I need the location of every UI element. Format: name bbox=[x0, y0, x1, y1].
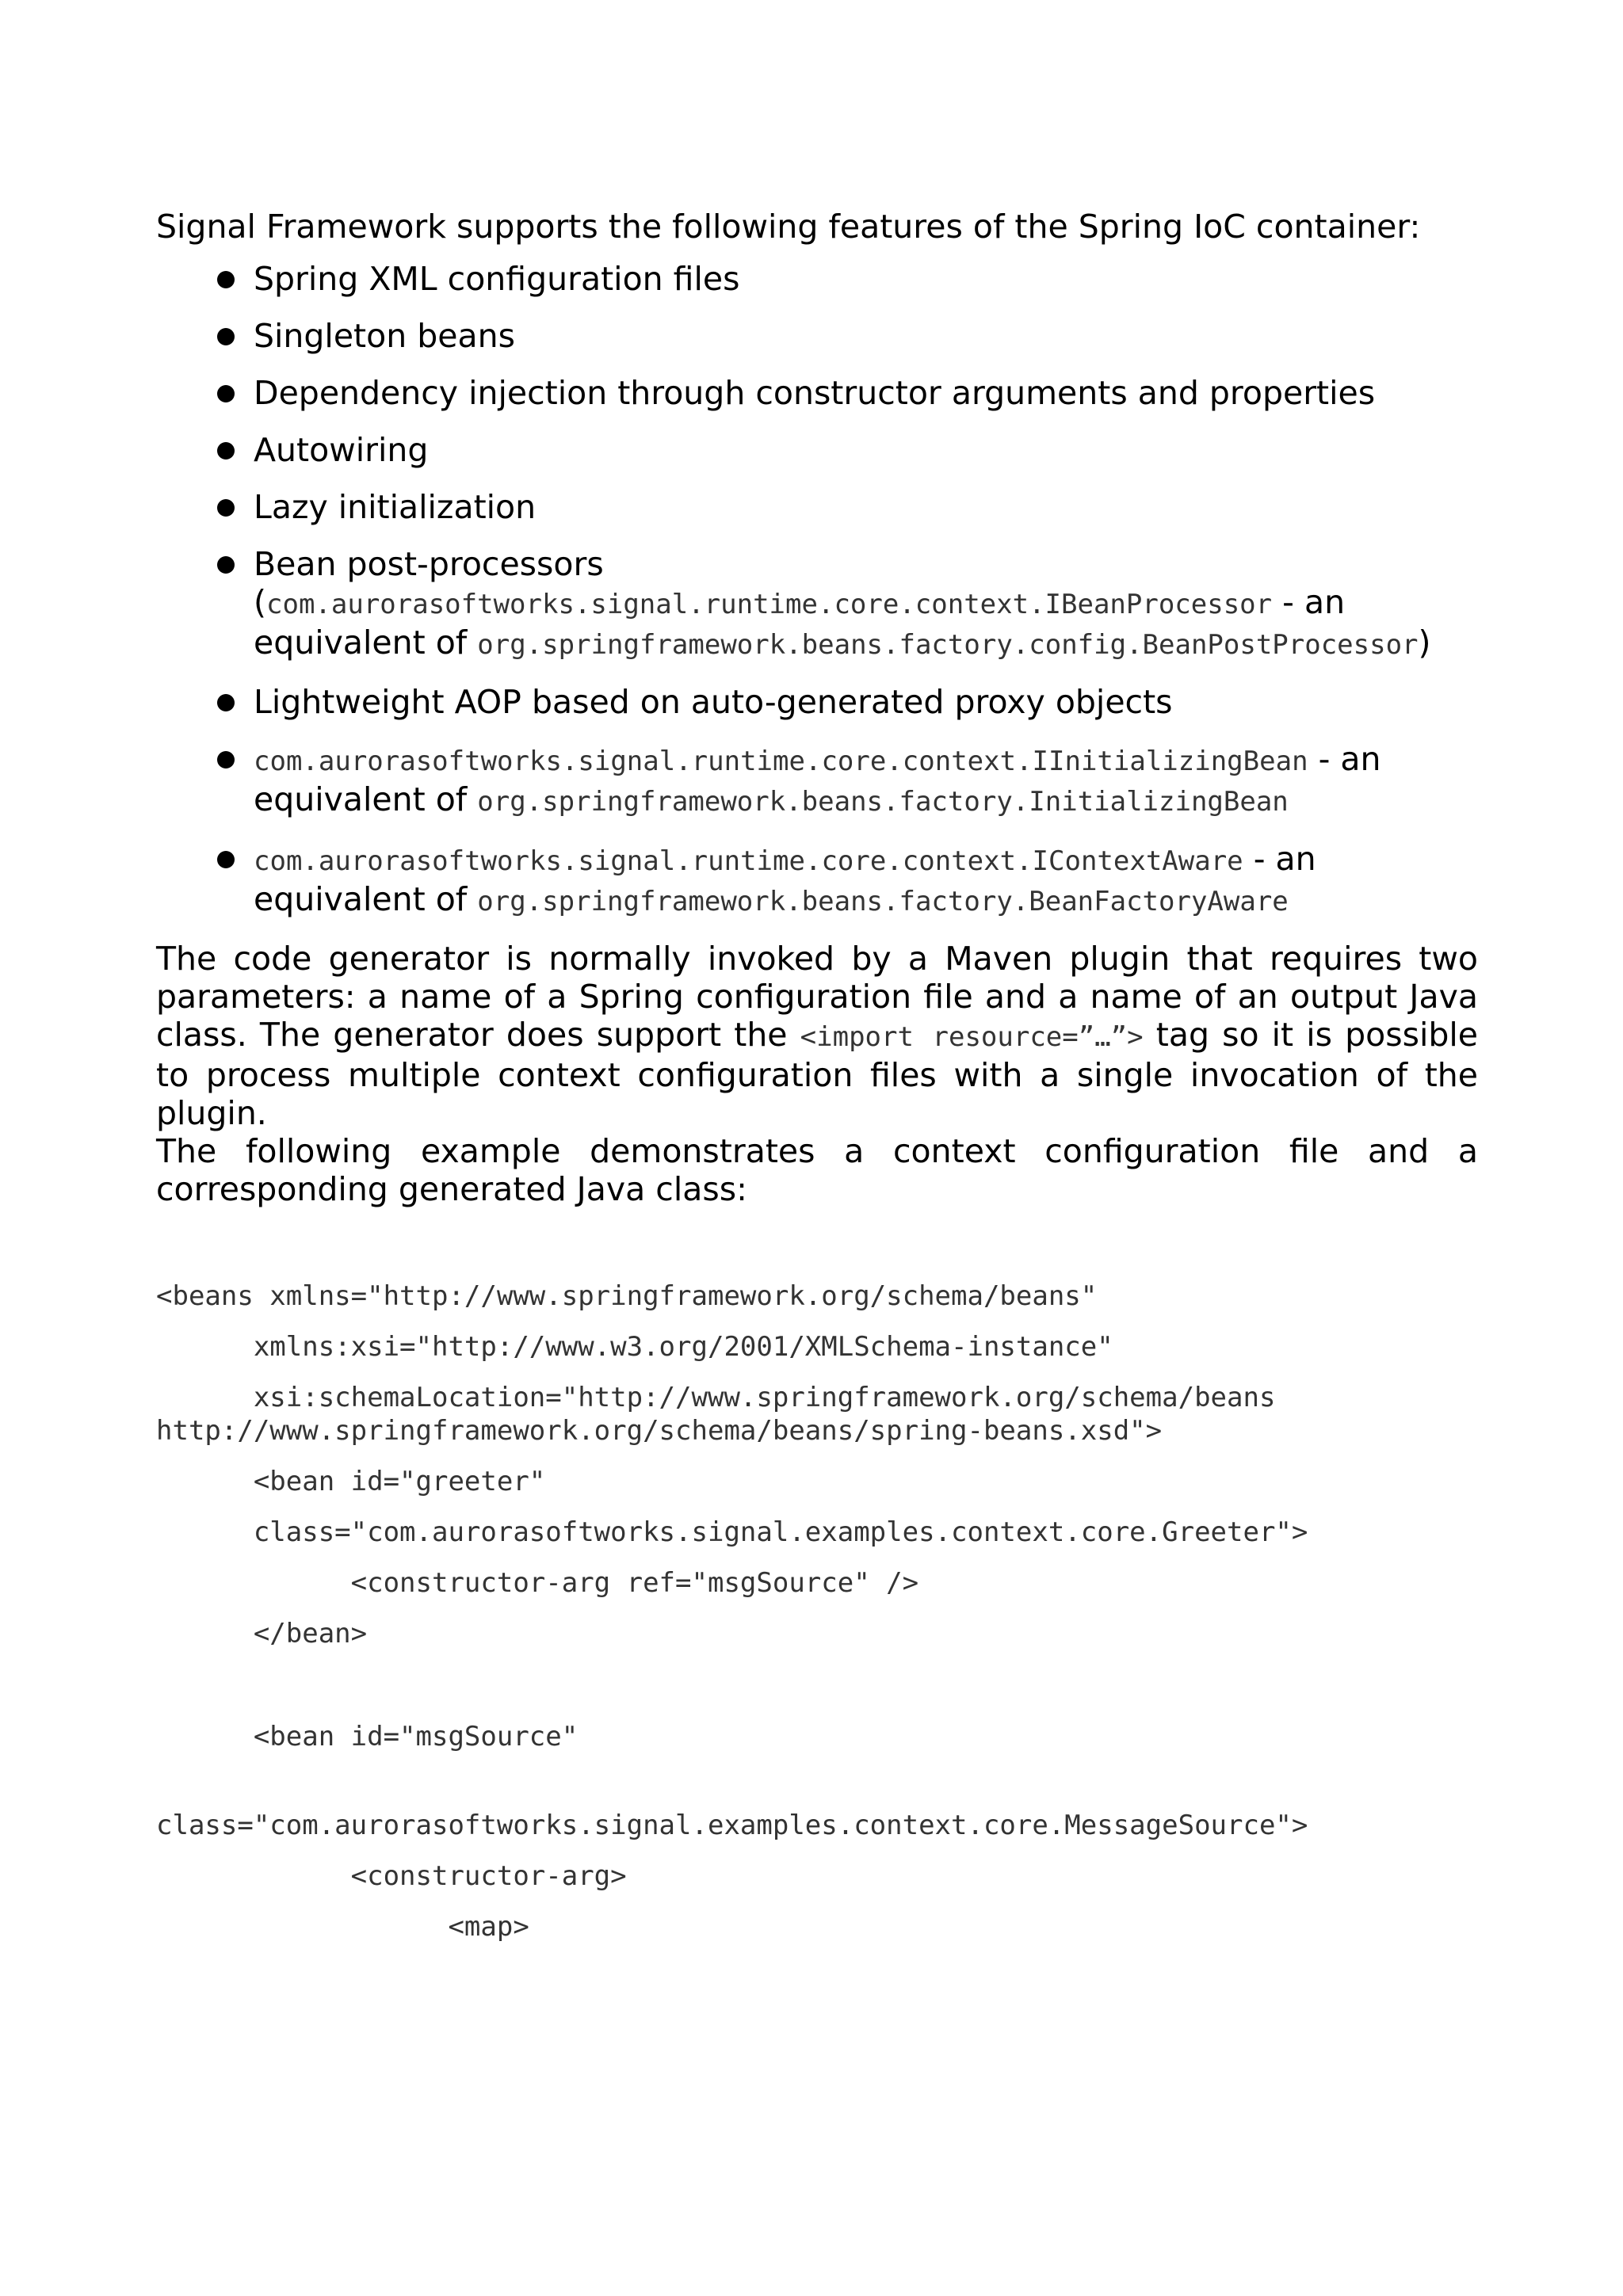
feature-text: Bean post-processors ( bbox=[254, 545, 604, 621]
code-line: </bean> bbox=[156, 1618, 368, 1650]
list-item bbox=[156, 545, 1478, 664]
list-item bbox=[156, 740, 1478, 821]
bullet-icon bbox=[217, 499, 235, 517]
code-class-name: com.aurorasoftworks.signal.runtime.core.context.IContextAware bbox=[254, 845, 1243, 877]
code-line: class="com.aurorasoftworks.signal.examples.context.core.MessageSource"> bbox=[156, 1810, 1308, 1841]
code-line: xmlns:xsi="http://www.w3.org/2001/XMLSchema-instance" bbox=[156, 1331, 1113, 1363]
code-class-name: com.aurorasoftworks.signal.runtime.core.context.IBeanProcessor bbox=[266, 589, 1273, 620]
code-line: <constructor-arg ref="msgSource" /> bbox=[156, 1567, 919, 1599]
list-item bbox=[156, 374, 1478, 412]
bullet-icon bbox=[217, 751, 235, 769]
intro-sentence: Signal Framework supports the following features of the Spring IoC container: bbox=[156, 208, 1421, 246]
code-line bbox=[156, 1650, 1478, 1684]
code-line: <bean id="greeter" bbox=[156, 1466, 546, 1497]
code-line: xsi:schemaLocation="http://www.springframework.org/schema/beans bbox=[156, 1382, 1276, 1413]
feature-text: Singleton beans bbox=[254, 317, 515, 355]
document-page bbox=[156, 208, 1478, 1943]
bullet-icon bbox=[217, 328, 235, 345]
bullet-icon bbox=[217, 694, 235, 711]
code-class-name: com.aurorasoftworks.signal.runtime.core.context.IInitializingBean bbox=[254, 746, 1308, 777]
inline-code: <import resource=”…”> bbox=[800, 1021, 1144, 1053]
feature-text: Spring XML configuration files bbox=[254, 260, 740, 298]
code-line bbox=[156, 1753, 1478, 1787]
list-item bbox=[156, 431, 1478, 469]
paragraph-text: tag so it is possible to process multiple context configuration files with a single invocation of the plugin. bbox=[156, 1016, 1478, 1132]
feature-text: - an equivalent of bbox=[254, 840, 1316, 918]
list-item bbox=[156, 840, 1478, 921]
bullet-icon bbox=[217, 385, 235, 402]
code-line: <beans xmlns="http://www.springframework.org/schema/beans" bbox=[156, 1280, 1098, 1312]
code-class-name: org.springframework.beans.factory.InitializingBean bbox=[477, 786, 1289, 818]
code-line: <constructor-arg> bbox=[156, 1860, 627, 1892]
feature-text: Autowiring bbox=[254, 431, 429, 469]
code-line: <bean id="msgSource" bbox=[156, 1721, 579, 1753]
code-line: class="com.aurorasoftworks.signal.examples.context.core.Greeter"> bbox=[156, 1516, 1308, 1548]
code-listing bbox=[156, 1280, 1478, 1943]
bullet-icon bbox=[217, 442, 235, 460]
code-class-name: org.springframework.beans.factory.config.BeanPostProcessor bbox=[477, 629, 1419, 661]
feature-text: Lazy initialization bbox=[254, 488, 537, 526]
feature-text: ) bbox=[1418, 624, 1431, 662]
bullet-icon bbox=[217, 556, 235, 574]
code-class-name: org.springframework.beans.factory.BeanFactoryAware bbox=[477, 886, 1289, 917]
feature-text: - an equivalent of bbox=[254, 583, 1346, 662]
list-item bbox=[156, 683, 1478, 721]
example-paragraph: The following example demonstrates a context configuration file and a corresponding generated Java class: bbox=[156, 1132, 1478, 1208]
list-item bbox=[156, 317, 1478, 355]
bullet-icon bbox=[217, 271, 235, 288]
feature-text: Lightweight AOP based on auto-generated proxy objects bbox=[254, 683, 1173, 721]
list-item bbox=[156, 488, 1478, 526]
list-item bbox=[156, 260, 1478, 298]
paragraph-text: The code generator is normally invoked by a Maven plugin that requires two parameters: a name of a Spring configuration file and a name of an output Java class. The generator does support the bbox=[156, 940, 1478, 1054]
bullet-icon bbox=[217, 851, 235, 868]
feature-text: - an equivalent of bbox=[254, 740, 1381, 818]
code-line: http://www.springframework.org/schema/beans/spring-beans.xsd"> bbox=[156, 1415, 1163, 1447]
feature-text: Dependency injection through constructor arguments and properties bbox=[254, 374, 1376, 412]
generator-paragraph bbox=[156, 940, 1478, 1132]
feature-list bbox=[156, 260, 1478, 921]
code-line: <map> bbox=[156, 1911, 529, 1943]
